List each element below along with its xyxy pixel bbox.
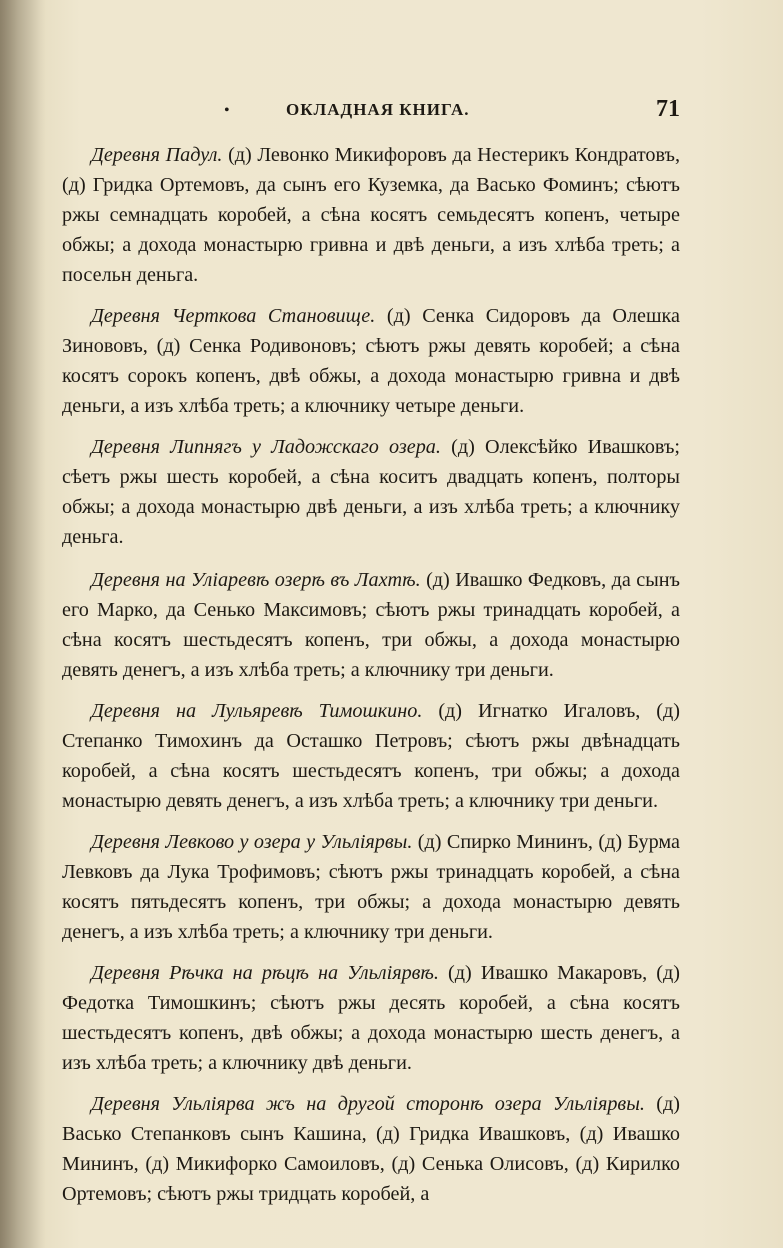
- header-dot: •: [224, 102, 230, 119]
- entry-text: (д) Васько Степанковъ сынъ Кашина, (д) Гридка Ивашковъ, (д) Ивашко Мининъ, (д) Микифорко Самоиловъ, (д) Сенька Олисовъ, (д) Кирилко Ортемовъ; сѣютъ ржы тридцать коробей, а: [62, 1093, 680, 1205]
- entry-paragraph: [62, 958, 680, 1078]
- entry-paragraph: [62, 565, 680, 685]
- village-name: Деревня Липнягъ у Ладожскаго озера.: [91, 436, 441, 458]
- entry-text: (д) Спирко Мининъ, (д) Бурма Левковъ да Лука Трофимовъ; сѣютъ ржы тринадцать коробей, а сѣна косятъ пятьдесятъ копенъ, три обжы; а дохода монастырю девять денегъ, а изъ хлѣба треть; а ключнику три деньги.: [62, 831, 680, 943]
- village-name: Деревня Ульліярва жъ на другой сторонѣ озера Ульліярвы.: [91, 1093, 645, 1115]
- village-name: Деревня Падул.: [91, 144, 223, 166]
- entry-text: (д) Игнатко Игаловъ, (д) Степанко Тимохинъ да Осташко Петровъ; сѣютъ ржы двѣнадцать коробей, а сѣна косятъ шестьдесятъ копенъ, три обжы; а дохода монастырю девять денегъ, а изъ хлѣба треть; а ключнику три деньги.: [62, 700, 680, 812]
- entry-text: (д) Левонко Микифоровъ да Нестерикъ Кондратовъ, (д) Гридка Ортемовъ, да сынъ его Куземка, да Васько Фоминъ; сѣютъ ржы семнадцать коробей, а сѣна косятъ семьдесятъ копенъ, четыре обжы; а дохода монастырю гривна и двѣ деньги, а изъ хлѣба треть; а посельн деньга.: [62, 144, 681, 286]
- entry-text: (д) Ивашко Федковъ, да сынъ его Марко, да Сенько Максимовъ; сѣютъ ржы тринадцать коробей, а сѣна косятъ шестьдесятъ копенъ, три обжы, а дохода монастырю девять денегъ, а изъ хлѣба треть; а ключнику три деньги.: [62, 569, 680, 681]
- binding-shadow: [0, 0, 46, 1248]
- entry-text: (д) Олексѣйко Ивашковъ; сѣетъ ржы шесть коробей, а сѣна коситъ двадцать копенъ, полторы обжы; а дохода монастырю двѣ деньги, а изъ хлѣба треть; а ключнику деньга.: [62, 436, 680, 548]
- page-number: 71: [656, 96, 680, 122]
- running-header: [90, 96, 680, 128]
- entry-paragraph: [62, 827, 680, 947]
- entry-text: (д) Сенка Сидоровъ да Олешка Зинововъ, (д) Сенка Родивоновъ; сѣютъ ржы девять коробей; а сѣна косятъ сорокъ копенъ, двѣ обжы, а дохода монастырю гривна и двѣ деньги, а изъ хлѣба треть; а ключнику четыре деньги.: [62, 305, 681, 417]
- entry-paragraph: [62, 301, 680, 421]
- village-name: Деревня на Уліаревѣ озерѣ въ Лахтѣ.: [91, 569, 421, 591]
- village-name: Деревня Рѣчка на рѣцѣ на Ульліярвѣ.: [91, 962, 439, 984]
- entry-paragraph: [62, 1089, 680, 1209]
- entry-text: (д) Ивашко Макаровъ, (д) Федотка Тимошкинъ; сѣютъ ржы десять коробей, а сѣна косятъ шестьдесятъ копенъ, двѣ обжы; а дохода монастырю шесть денегъ, а изъ хлѣба треть; а ключнику двѣ деньги.: [62, 962, 681, 1074]
- running-title: ОКЛАДНАЯ КНИГА.: [286, 100, 470, 119]
- village-name: Деревня на Лульяревѣ Тимошкино.: [91, 700, 423, 722]
- village-name: Деревня Левково у озера у Ульліярвы.: [91, 831, 413, 853]
- entry-paragraph: [62, 140, 680, 290]
- body-text: [62, 140, 680, 1220]
- village-name: Деревня Черткова Становище.: [91, 305, 376, 327]
- entry-paragraph: [62, 696, 680, 816]
- entry-paragraph: [62, 432, 680, 552]
